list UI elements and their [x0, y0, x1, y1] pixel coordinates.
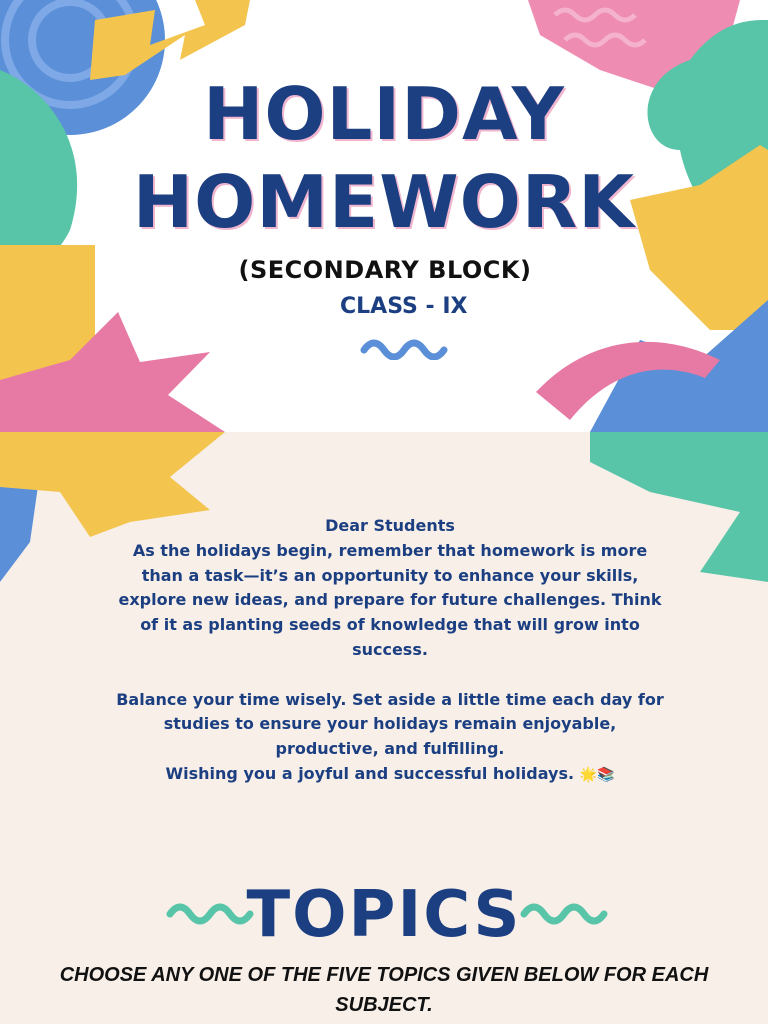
topics-instruction: CHOOSE ANY ONE OF THE FIVE TOPICS GIVEN BELOW FOR EACH SUBJECT. [59, 964, 709, 1016]
blue-wave-icon [360, 336, 450, 360]
class-label: CLASS - IX [340, 294, 468, 319]
letter-paragraph-1: As the holidays begin, remember that homework is more than a task—it’s an opportunity to enhance your skills, explore new ideas, and prepare for future challenges. Think of it as planting seeds of knowledge that will grow into success. [118, 540, 662, 659]
subtitle-secondary-block: (SECONDARY BLOCK) [238, 256, 532, 284]
title-line-holiday: HOLIDAY [203, 72, 565, 156]
star-books-icon: 🌟📚 [579, 766, 615, 783]
letter-paragraph-2: Balance your time wisely. Set aside a little time each day for studies to ensure your holidays remain enjoyable, productive, and fulfilling. [116, 689, 664, 759]
letter-text [110, 514, 670, 788]
title-line-homework: HOMEWORK [132, 160, 636, 244]
hero-banner [0, 0, 768, 432]
letter-closing-text: Wishing you a joyful and successful holidays. [165, 763, 575, 783]
teal-wave-icon [520, 900, 610, 926]
topics-heading: TOPICS [246, 878, 522, 952]
letter-greeting: Dear Students [325, 516, 455, 535]
letter-closing [110, 762, 670, 788]
